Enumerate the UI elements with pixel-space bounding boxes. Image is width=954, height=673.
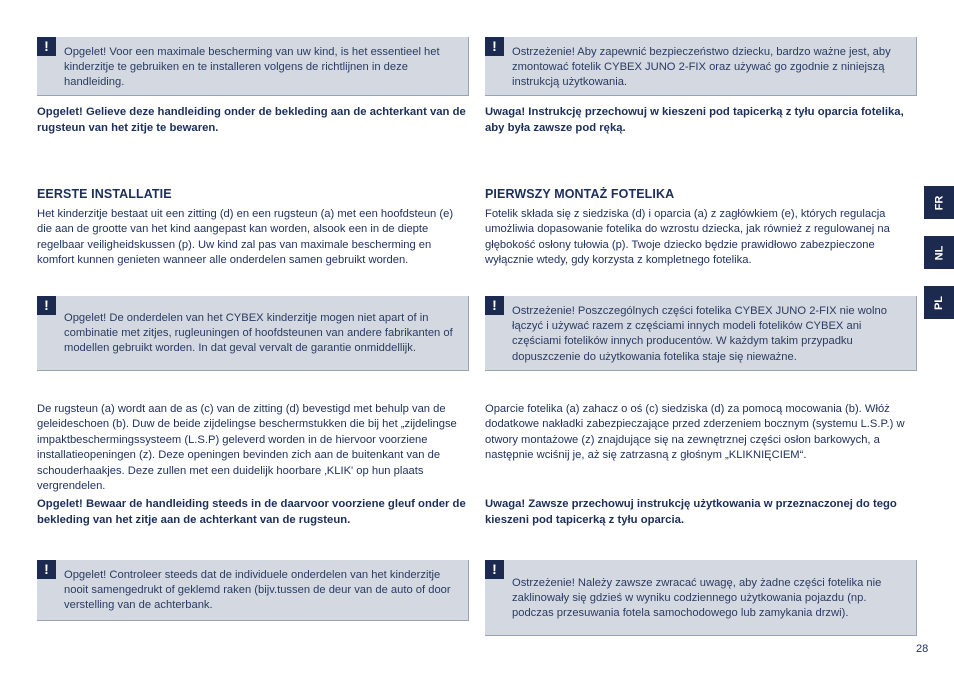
pl-paragraph-2: Oparcie fotelika (a) zahacz o oś (c) siedziska (d) za pomocą mocowania (b). Włóż dodatkowe nakładki zabezpieczające przed zderzeniem bocznym (systemu L.S.P.) w otwory montażowe (z) znajdujące się na zewnętrznej części osłon barkowych, a następnie wciśnij je, aż się zatrzasną z głośnym „KLIKNIĘCIEM“. xyxy=(485,403,905,462)
pl-warning-text-2: Ostrzeżenie! Poszczególnych części fotelika CYBEX JUNO 2-FIX nie wolno łączyć i używać razem z częściami innych modeli fotelików CYBEX ani częściami fotelików innych producentów. W każdym takim przypadku dopuszczenie do użytkowania fotelika staje się nieważne. xyxy=(512,305,887,363)
nl-warning-text-3: Opgelet! Controleer steeds dat de individuele onderdelen van het kinderzitje nooit samengedrukt of geklemd raken (bijv.tussen de deur van de auto of door verstelling van de achterbank. xyxy=(64,569,451,612)
warning-icon: ! xyxy=(37,560,56,579)
warning-icon: ! xyxy=(485,37,504,56)
nl-warning-box-2 xyxy=(37,296,469,371)
pl-warning-text-3: Ostrzeżenie! Należy zawsze zwracać uwagę, aby żadne części fotelika nie zaklinowały się gdzieś w wyniku codziennego użytkowania pojazdu (np. podczas przesuwania fotela samochodowego lub zamykania drzwi). xyxy=(512,577,882,620)
tab-pl-label: PL xyxy=(933,295,945,310)
tab-nl-label: NL xyxy=(932,245,945,260)
tab-fr[interactable] xyxy=(924,186,954,219)
pl-section-heading: PIERWSZY MONTAŻ FOTELIKA xyxy=(485,187,675,201)
nl-warning-text-2: Opgelet! De onderdelen van het CYBEX kinderzitje mogen niet apart of in combinatie met zitjes, rugleuningen of hoofdsteunen van andere fabrikanten of modellen gebruikt worden. In dat geval vervalt de garantie onmiddellijk. xyxy=(64,312,453,355)
pl-warning-box-1 xyxy=(485,37,917,96)
warning-icon: ! xyxy=(37,37,56,56)
page-number: 28 xyxy=(916,643,929,655)
nl-warning-box-3 xyxy=(37,560,469,621)
warning-icon: ! xyxy=(37,296,56,315)
pl-bold-note-2: Uwaga! Zawsze przechowuj instrukcję użytkowania w przeznaczonej do tego kieszeni pod tapicerką z tyłu oparcia. xyxy=(485,498,897,526)
nl-bold-note-2: Opgelet! Bewaar de handleiding steeds in de daarvoor voorziene gleuf onder de bekleding van het zitje aan de achterkant van de rugsteun. xyxy=(37,498,466,526)
tab-nl[interactable] xyxy=(924,236,954,269)
warning-icon: ! xyxy=(485,560,504,579)
nl-paragraph-2: De rugsteun (a) wordt aan de as (c) van de zitting (d) bevestigd met behulp van de geleideschoen (b). Duw de beide zijdelingse beschermstukken die bij het „zijdelingse impaktbeschermingssysteem (L.S.P) geleverd worden in de hiervoor voorziene installatieopeningen (z). Deze openingen bevinden zich aan de buitenkant van de schouderhaakjes. Deze zullen met een duidelijk hoorbare ‚KLIK' op hun plaats vergrendelen. xyxy=(37,403,457,493)
nl-paragraph-1: Het kinderzitje bestaat uit een zitting (d) en een rugsteun (a) met een hoofdsteun (e) die aan de grootte van het kind aangepast kan worden, alsook een in de diepte regelbaar veiligheidskussen (p). Uw kind zal pas van maximale bescherming en komfort kunnen genieten wanneer alle onderdelen samen gebruikt worden. xyxy=(37,208,454,267)
warning-icon: ! xyxy=(485,296,504,315)
pl-warning-text-1: Ostrzeżenie! Aby zapewnić bezpieczeństwo dziecku, bardzo ważne jest, aby zmontować fotelik CYBEX JUNO 2-FIX oraz używać go zgodnie z niniejszą instrukcją użytkowania. xyxy=(512,46,891,89)
nl-warning-box-1 xyxy=(37,37,469,96)
nl-warning-text-1: Opgelet! Voor een maximale bescherming van uw kind, is het essentieel het kinderzitje te gebruiken en te installeren volgens de richtlijnen in deze handleiding. xyxy=(64,46,440,89)
pl-paragraph-1: Fotelik składa się z siedziska (d) i oparcia (a) z zagłówkiem (e), których regulacja umożliwia dopasowanie fotelika do wzrostu dziecka, jak również z regulowanej na głębokość osłony tułowia (p). Twoje dziecko będzie prawidłowo zabezpieczone wyłącznie wtedy, gdy korzysta z kompletnego fotelika. xyxy=(485,208,890,267)
pl-warning-box-3 xyxy=(485,560,917,636)
nl-section-heading: EERSTE INSTALLATIE xyxy=(37,187,172,201)
tab-pl[interactable] xyxy=(924,286,954,319)
pl-bold-note-1: Uwaga! Instrukcję przechowuj w kieszeni pod tapicerką z tyłu oparcia fotelika, aby była zawsze pod ręką. xyxy=(485,106,904,134)
tab-fr-label: FR xyxy=(932,195,945,210)
pl-warning-box-2 xyxy=(485,296,917,371)
nl-bold-note-1: Opgelet! Gelieve deze handleiding onder de bekleding aan de achterkant van de rugsteun van het zitje te bewaren. xyxy=(37,106,466,134)
